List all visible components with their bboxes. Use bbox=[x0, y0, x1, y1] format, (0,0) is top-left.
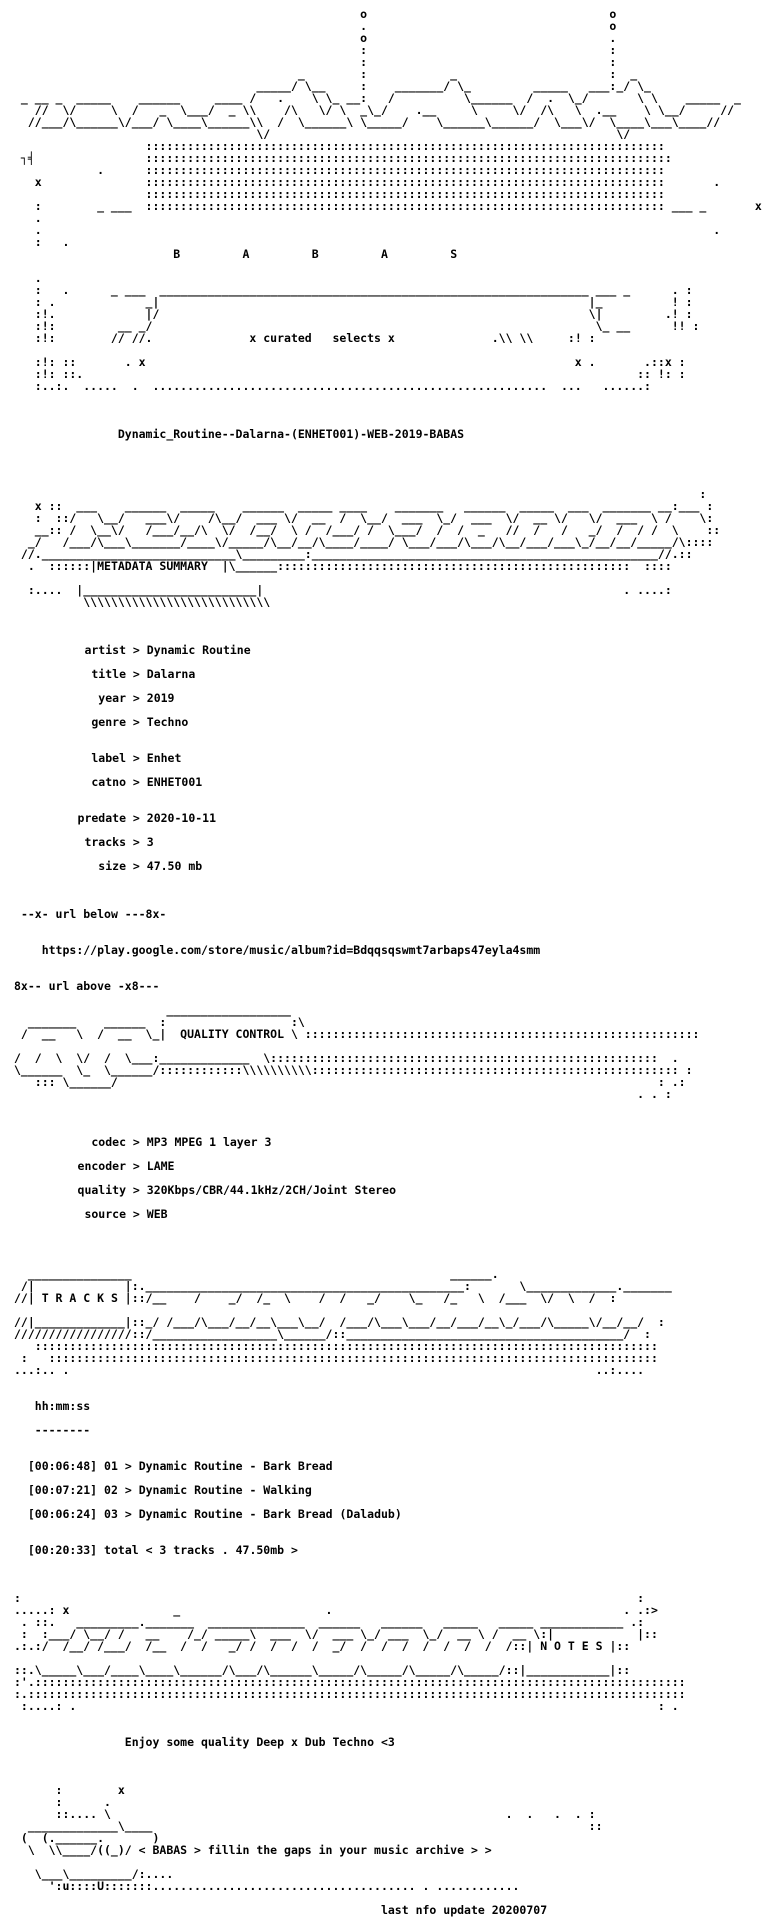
url-below-row bbox=[14, 908, 762, 920]
notes-label: N O T E S bbox=[540, 1639, 603, 1653]
meta-key: title bbox=[91, 667, 126, 681]
header-letter: A bbox=[381, 247, 388, 261]
metadata-underline-art: :.... |_________________________| . ....: \\\\\\\\\\\\\\\\\\\\\\\\\\\ bbox=[27, 583, 672, 609]
quality-bottom-art: / / \ \/ / \___:_____________ \:::::::::::::::::::::::::::::::::::::::::::::::::::::::: . \______ \_ \______/::::::::::::\\\\\\\\\\::::::::::::::::::::::::::::::::::::::::::::::::::::: : ::: \______/ : .: . . : bbox=[14, 1051, 693, 1101]
quality-value: 320Kbps/CBR/44.1kHz/2CH/Joint Stereo bbox=[146, 1183, 397, 1197]
total-time: [00:20:33] bbox=[27, 1543, 98, 1557]
quality-value: WEB bbox=[146, 1207, 168, 1221]
header-letter: A bbox=[242, 247, 250, 261]
nfo-document bbox=[14, 8, 762, 1928]
track-title: Dynamic Routine - Bark Bread (Daladub) bbox=[138, 1507, 402, 1521]
notes-text: Enjoy some quality Deep x Dub Techno <3 bbox=[124, 1735, 395, 1749]
track-number: 02 bbox=[104, 1483, 118, 1497]
header-tagline: x curated selects x bbox=[249, 331, 395, 345]
footer-art: : x : . ::.... \ . . . . : _____________\____ :: ( (.______. ) bbox=[20, 1783, 603, 1845]
meta-key: label bbox=[91, 751, 126, 765]
footer-bottom-art: \___\_________/:.... ':u::::U:::::::...................................... . ............ bbox=[34, 1867, 520, 1893]
meta-key: size bbox=[98, 859, 126, 873]
tracks-label: T R A C K S bbox=[41, 1291, 118, 1305]
meta-row: tracks > 3 bbox=[14, 836, 762, 848]
metadata-label: METADATA SUMMARY bbox=[97, 559, 208, 573]
last-update: last nfo update 20200707 bbox=[380, 1903, 548, 1917]
quality-value: LAME bbox=[146, 1159, 175, 1173]
track-time: [00:07:21] bbox=[27, 1483, 98, 1497]
header-ascii-art: o o . o o . : : : : _ : _ : _ _____/ \__ : _______/ \_ _____ ___:_/ \_ _ __ _ _____ ______ ____ / . \ \_ __: / \______ / . \_/ \ \ _____ _ // \/ \ / _ \___/ _ \\ /\ \/ \ _\_/ .__ \ \/ /\ \ .__ \ \__/ // //___/\______\/___/ \____\______\\ / \______\ \_____/ \______\______/ \___\/ \____\___\____// \/ \/ ::::::::::::::::::::::::::::::::::::::::::::::::::::::::::::::::::::::::::: ┐╡ :::::::::::::::::::::::::::::::::::::::::::::::::::::::::::::::::::::::::::: . ::::::::::::::::::::::::::::::::::::::::::::::::::::::::::::::::::::::::::: x ::::::::::::::::::::::::::::::::::::::::::::::::::::::::::::::::::::::::::: . ::::::::::::::::::::::::::::::::::::::::::::::::::::::::::::::::::::::::::: : _ ___ ::::::::::::::::::::::::::::::::::::::::::::::::::::::::::::::::::::::::::: ___ _ x . . . : . bbox=[20, 7, 762, 249]
tracks-label-row: //| T R A C K S |::/__ / _/ /_ \ / / _/ \_ /_ \ /___ \/ \ / : bbox=[14, 1291, 617, 1305]
meta-value: 3 bbox=[146, 835, 154, 849]
meta-value: Enhet bbox=[146, 751, 182, 765]
quality-value: MP3 MPEG 1 layer 3 bbox=[146, 1135, 272, 1149]
meta-key: tracks bbox=[84, 835, 126, 849]
header-letter: S bbox=[450, 247, 458, 261]
tracks-bottom-art: //|_____________|::_/ /___/\___/__/__\___\__/ /___/\___\___/__/___/__\_/___/\_____\/__/__/ : /////////////////::/__________________\______/::________________________________________/ : :::::::::::::::::::::::::::::::::::::::::::::::::::::::::::::::::::::::::::::::::::::::::: : :::::::::::::::::::::::::::::::::::::::::::::::::::::::::::::::::::::::::::::::::::::::: ...:.. . ..:.... bbox=[14, 1315, 665, 1377]
track-time: [00:06:24] bbox=[27, 1507, 98, 1521]
metadata-logo-art: : x :: ___ ______ _____ ______ _____ ____ _______ ______ _____ ___ _______ __:___ : : ::/ \__/ ___\/ /\__/ ___ \/ __ / \__/ ___ \_/ ___ \/ __ \/ \/ ___ \ / \: __:: / \__\/ /___/__/\ \/ /__/ \ / /___/ / \___/ / / _ // / / _/ / / / \ :: _/ /___/\___\_______/____\/_____/\__/__/\____/____/ \___/___/\___/\__/___/___\_/__/__/_____/\:::: //.____________________________\_________:__________________________________________________//.:: bbox=[20, 487, 721, 561]
quality-row: codec > MP3 MPEG 1 layer 3 bbox=[14, 1136, 762, 1148]
quality-row: quality > 320Kbps/CBR/44.1kHz/2CH/Joint Stereo bbox=[14, 1184, 762, 1196]
header-tagline-row: :!: // //. x curated selects x .\\ \\ :! : bbox=[14, 331, 596, 345]
track-title: Dynamic Routine - Walking bbox=[138, 1483, 312, 1497]
notes-label-row: .:.:/ /__/ /___/ /__ / / _/ / / / / _/ / / / / / / / /::| N O T E S |:: bbox=[14, 1639, 631, 1653]
notes-bottom-art: ::.\_____\___/____\____\______/\___/\______\_____/\_____/\_____/\_____/::|____________|:: :'.:::::::::::::::::::::::::::::::::::::::::::::::::::::::::::::::::::::::::::::::::::::::::::::: :.::::::::::::::::::::::::::::::::::::::::::::::::::::::::::::::::::::::::::::::::::::::::::::::: :....: . : . bbox=[14, 1663, 686, 1713]
meta-key: artist bbox=[84, 643, 126, 657]
total-text: total < 3 tracks . 47.50mb > bbox=[104, 1543, 298, 1557]
track-row: [00:07:21] 02 > Dynamic Routine - Walking bbox=[27, 1483, 312, 1497]
meta-value: ENHET001 bbox=[146, 775, 203, 789]
track-row: [00:06:48] 01 > Dynamic Routine - Bark Bread bbox=[27, 1459, 333, 1473]
tracks-logo-art: _______________ ______. /| |:.______________________________________________: \_____________._______ bbox=[20, 1267, 672, 1293]
time-underline: -------- bbox=[34, 1423, 91, 1437]
time-header: hh:mm:ss bbox=[34, 1399, 91, 1413]
track-time: [00:06:48] bbox=[27, 1459, 98, 1473]
meta-value: 47.50 mb bbox=[146, 859, 203, 873]
meta-key: catno bbox=[91, 775, 126, 789]
meta-key: year bbox=[98, 691, 126, 705]
time-header-row bbox=[14, 1400, 762, 1412]
meta-row: year > 2019 bbox=[14, 692, 762, 704]
time-underline-row bbox=[14, 1424, 762, 1436]
quality-key: codec bbox=[91, 1135, 126, 1149]
meta-row: artist > Dynamic Routine bbox=[14, 644, 762, 656]
meta-row: size > 47.50 mb bbox=[14, 860, 762, 872]
release-name: Dynamic_Routine--Dalarna-(ENHET001)-WEB-2019-BABAS bbox=[117, 427, 465, 441]
quality-label: QUALITY CONTROL bbox=[180, 1027, 285, 1041]
quality-key: encoder bbox=[77, 1159, 126, 1173]
url-below-marker: --x- url below ---8x- bbox=[20, 907, 167, 921]
meta-value: 2020-10-11 bbox=[146, 811, 217, 825]
total-row bbox=[14, 1544, 762, 1556]
meta-value: Techno bbox=[146, 715, 189, 729]
track-number: 03 bbox=[104, 1507, 118, 1521]
meta-row: label > Enhet bbox=[14, 752, 762, 764]
meta-row: catno > ENHET001 bbox=[14, 776, 762, 788]
header-frame-art: . : . _ ___ ______________________________________________________________ ___ _ . : : . _| |_ ! : :!. |/ \| .! : :!: __ _/ \_ __ !! : bbox=[34, 271, 700, 333]
url-above-marker: 8x-- url above -x8--- bbox=[14, 979, 160, 993]
header-bottom-art: :!: :: . x x . .::x : :!: ::. :: !: : :..:. ..... . ......................................................... ... ......: bbox=[34, 355, 686, 393]
meta-row: genre > Techno bbox=[14, 716, 762, 728]
quality-key: source bbox=[84, 1207, 126, 1221]
footer-slogan: < BABAS > fillin the gaps in your music archive > > bbox=[138, 1843, 492, 1857]
meta-key: genre bbox=[91, 715, 126, 729]
track-row: [00:06:24] 03 > Dynamic Routine - Bark Bread (Daladub) bbox=[27, 1507, 402, 1521]
url-row bbox=[14, 944, 762, 956]
quality-label-row: / __ \ / __ \_| QUALITY CONTROL \ ::::::::::::::::::::::::::::::::::::::::::::::::::::::::: bbox=[14, 1027, 700, 1041]
footer-slogan-row: \ \\____/((_)/ < BABAS > fillin the gaps in your music archive > > bbox=[14, 1843, 492, 1857]
quality-key: quality bbox=[77, 1183, 126, 1197]
release-name-row bbox=[14, 428, 762, 440]
meta-row: predate > 2020-10-11 bbox=[14, 812, 762, 824]
track-number: 01 bbox=[104, 1459, 118, 1473]
meta-row: title > Dalarna bbox=[14, 668, 762, 680]
meta-value: Dalarna bbox=[146, 667, 196, 681]
notes-logo-art: : : .....: x _ . . .:> . ::. _________._______ ______________ ______ ______ _____ _____ ____________ .: : :___/ \__/ / __ /_/ _____\ ___ \/ ___ \_/ ___ \_/ __ \ / __ \:| |:: bbox=[14, 1591, 658, 1641]
track-title: Dynamic Routine - Bark Bread bbox=[138, 1459, 333, 1473]
metadata-label-row: . ::::::|METADATA SUMMARY |\______::::::::::::::::::::::::::::::::::::::::::::::::::: :::: bbox=[14, 559, 672, 573]
release-url[interactable]: https://play.google.com/store/music/album?id=Bdqqsqswmt7arbaps47eyla4smm bbox=[41, 943, 541, 957]
last-update-row bbox=[14, 1904, 762, 1916]
quality-logo-art: __________________ _______ ______ : :\ bbox=[27, 1003, 305, 1029]
quality-row: source > WEB bbox=[14, 1208, 762, 1220]
notes-text-row bbox=[14, 1736, 762, 1748]
header-letter: B bbox=[311, 247, 319, 261]
quality-row: encoder > LAME bbox=[14, 1160, 762, 1172]
header-letters bbox=[14, 248, 762, 260]
meta-key: predate bbox=[77, 811, 126, 825]
url-above-row bbox=[14, 980, 762, 992]
meta-value: Dynamic Routine bbox=[146, 643, 251, 657]
header-letter: B bbox=[173, 247, 181, 261]
meta-value: 2019 bbox=[146, 691, 175, 705]
